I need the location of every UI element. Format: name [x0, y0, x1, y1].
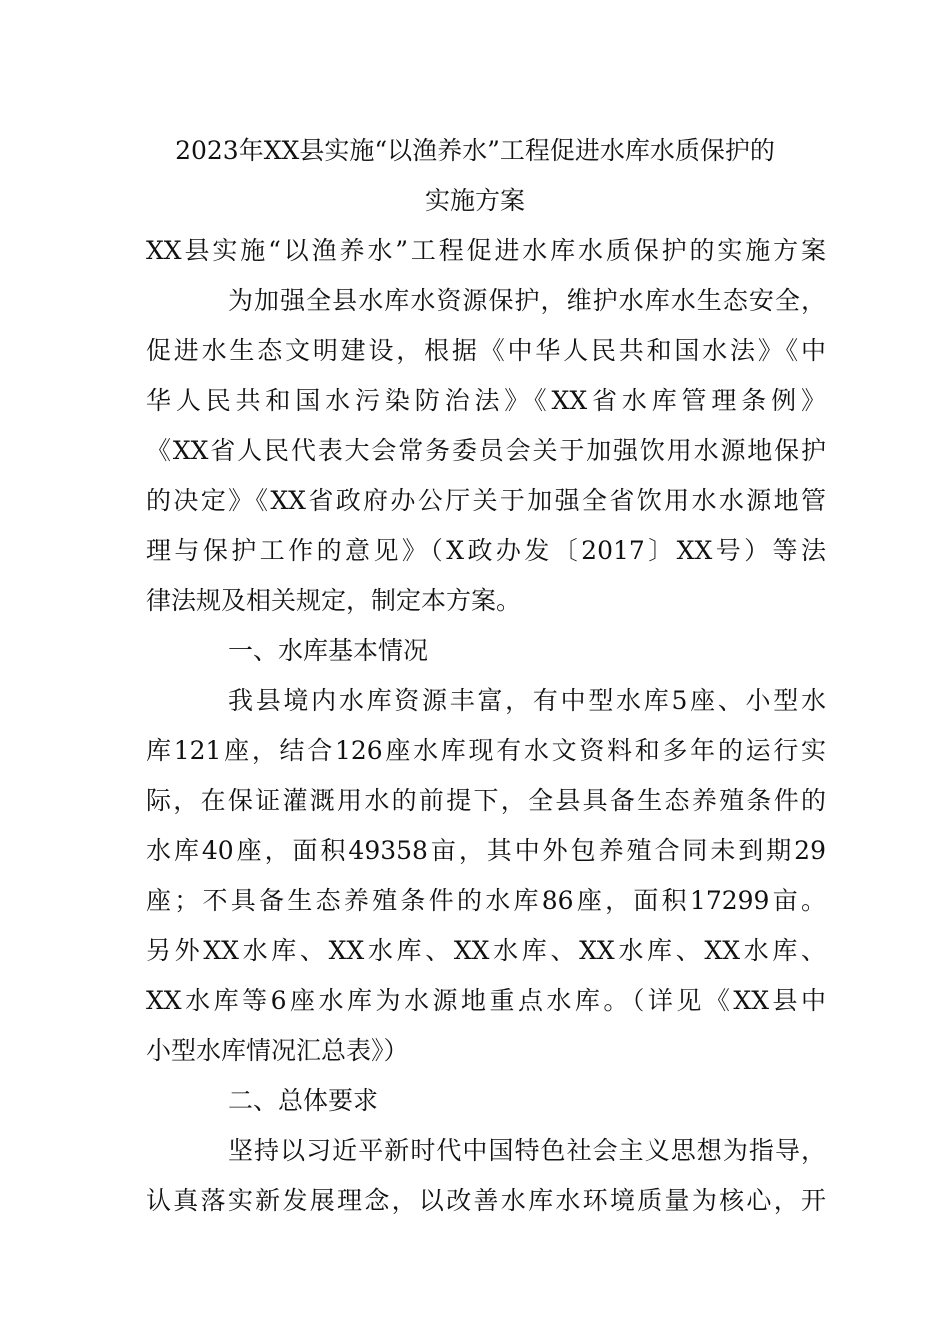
section-heading-1: 一、水库基本情况: [228, 636, 429, 665]
section1-paragraph-line: 水库40座，面积49358亩，其中外包养殖合同未到期29: [146, 836, 826, 865]
intro-paragraph-line: 律法规及相关规定，制定本方案。: [146, 586, 522, 615]
intro-paragraph-line: 理与保护工作的意见》（X政办发〔2017〕XX号）等法: [146, 536, 826, 565]
intro-paragraph-line: 促进水生态文明建设，根据《中华人民共和国水法》《中: [146, 336, 826, 365]
document-title-line-1: 2023年XX县实施“以渔养水”工程促进水库水质保护的: [175, 136, 775, 165]
section1-paragraph-line: 我县境内水库资源丰富，有中型水库5座、小型水: [228, 686, 826, 715]
section2-paragraph-line: 认真落实新发展理念，以改善水库水环境质量为核心，开: [146, 1186, 826, 1215]
intro-paragraph-line: 为加强全县水库水资源保护，维护水库水生态安全，: [228, 286, 826, 315]
section2-paragraph-line: 坚持以习近平新时代中国特色社会主义思想为指导，: [228, 1136, 826, 1165]
document-subtitle: XX县实施“以渔养水”工程促进水库水质保护的实施方案: [146, 236, 826, 265]
section1-paragraph-line: 另外XX水库、XX水库、XX水库、XX水库、XX水库、: [146, 936, 826, 965]
document-title-line-2: 实施方案: [424, 186, 525, 215]
section1-paragraph-line: 座；不具备生态养殖条件的水库86座，面积17299亩。: [146, 886, 826, 915]
section1-paragraph-line: 库121座，结合126座水库现有水文资料和多年的运行实: [146, 736, 826, 765]
intro-paragraph-line: 华人民共和国水污染防治法》《XX省水库管理条例》: [146, 386, 826, 415]
section1-paragraph-line: 小型水库情况汇总表》）: [146, 1036, 409, 1065]
section1-paragraph-line: XX水库等6座水库为水源地重点水库。（详见《XX县中: [146, 986, 826, 1015]
section1-paragraph-line: 际，在保证灌溉用水的前提下，全县具备生态养殖条件的: [146, 786, 826, 815]
section-heading-2: 二、总体要求: [228, 1086, 379, 1115]
intro-paragraph-line: 的决定》《XX省政府办公厅关于加强全省饮用水水源地管: [146, 486, 826, 515]
intro-paragraph-line: 《XX省人民代表大会常务委员会关于加强饮用水源地保护: [146, 436, 826, 465]
